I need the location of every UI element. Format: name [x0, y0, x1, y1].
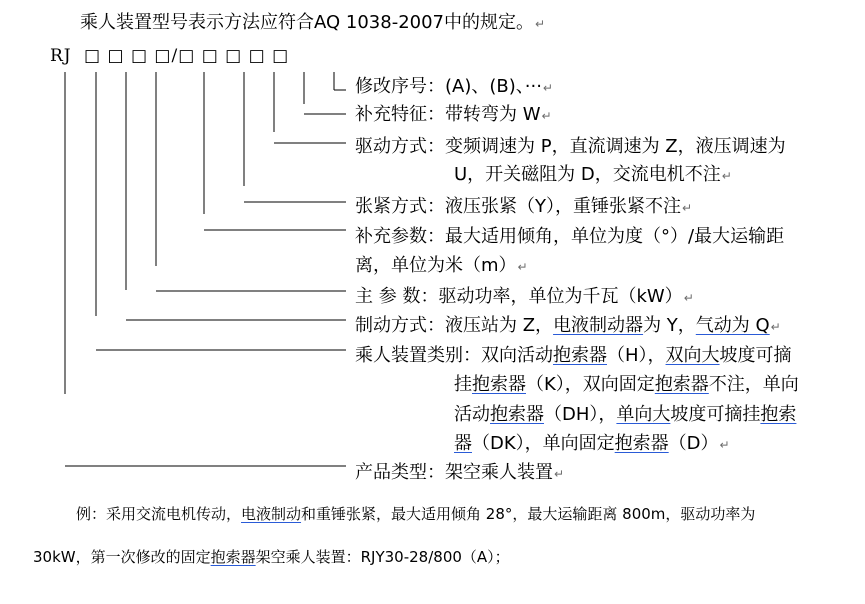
- intro-text: 乘人装置型号表示方法应符合AQ 1038-2007中的规定。↵: [80, 12, 546, 33]
- category-row-4: 器（DK），单向固定抱索器（D）↵: [454, 433, 730, 454]
- code-boxes-right: □ □ □ □ □: [178, 46, 290, 66]
- param-row-cont: 离，单位为米（m）↵: [355, 255, 528, 276]
- code-prefix: RJ: [50, 46, 72, 66]
- code-slash: /: [171, 46, 179, 66]
- category-row: 乘人装置类别：双向活动抱索器（H），双向大坡度可摘: [355, 345, 792, 366]
- example-line-2: 30kW，第一次修改的固定抱索器架空乘人装置：RJY30-28/800（A）；: [33, 548, 510, 566]
- supplement-row: 补充特征：带转弯为 W↵: [355, 104, 552, 125]
- category-row-3: 活动抱索器（DH），单向大坡度可摘挂抱索: [454, 404, 797, 425]
- param-row: 补充参数：最大适用倾角，单位为度（°）/最大运输距: [355, 226, 785, 247]
- category-row-2: 挂抱索器（K），双向固定抱索器不注，单向: [454, 374, 799, 395]
- example-line-1: 例：采用交流电机传动，电液制动和重锤张紧，最大适用倾角 28°，最大运输距离 800m，驱动功率为: [76, 505, 756, 523]
- drive-row: 驱动方式：变频调速为 P，直流调速为 Z，液压调速为: [355, 136, 786, 157]
- product-row: 产品类型：架空乘人装置↵: [355, 462, 565, 483]
- brake-row: 制动方式：液压站为 Z，电液制动器为 Y，气动为 Q↵: [355, 315, 781, 336]
- main-row: 主 参 数：驱动功率，单位为千瓦（kW）↵: [355, 286, 694, 307]
- revision-row: 修改序号：(A)、(B)、···↵: [355, 76, 553, 97]
- drive-row-cont: U，开关磁阻为 D，交流电机不注↵: [454, 164, 732, 185]
- code-boxes-left: □ □ □ □: [84, 46, 172, 66]
- tension-row: 张紧方式：液压张紧（Y），重锤张紧不注↵: [355, 196, 693, 217]
